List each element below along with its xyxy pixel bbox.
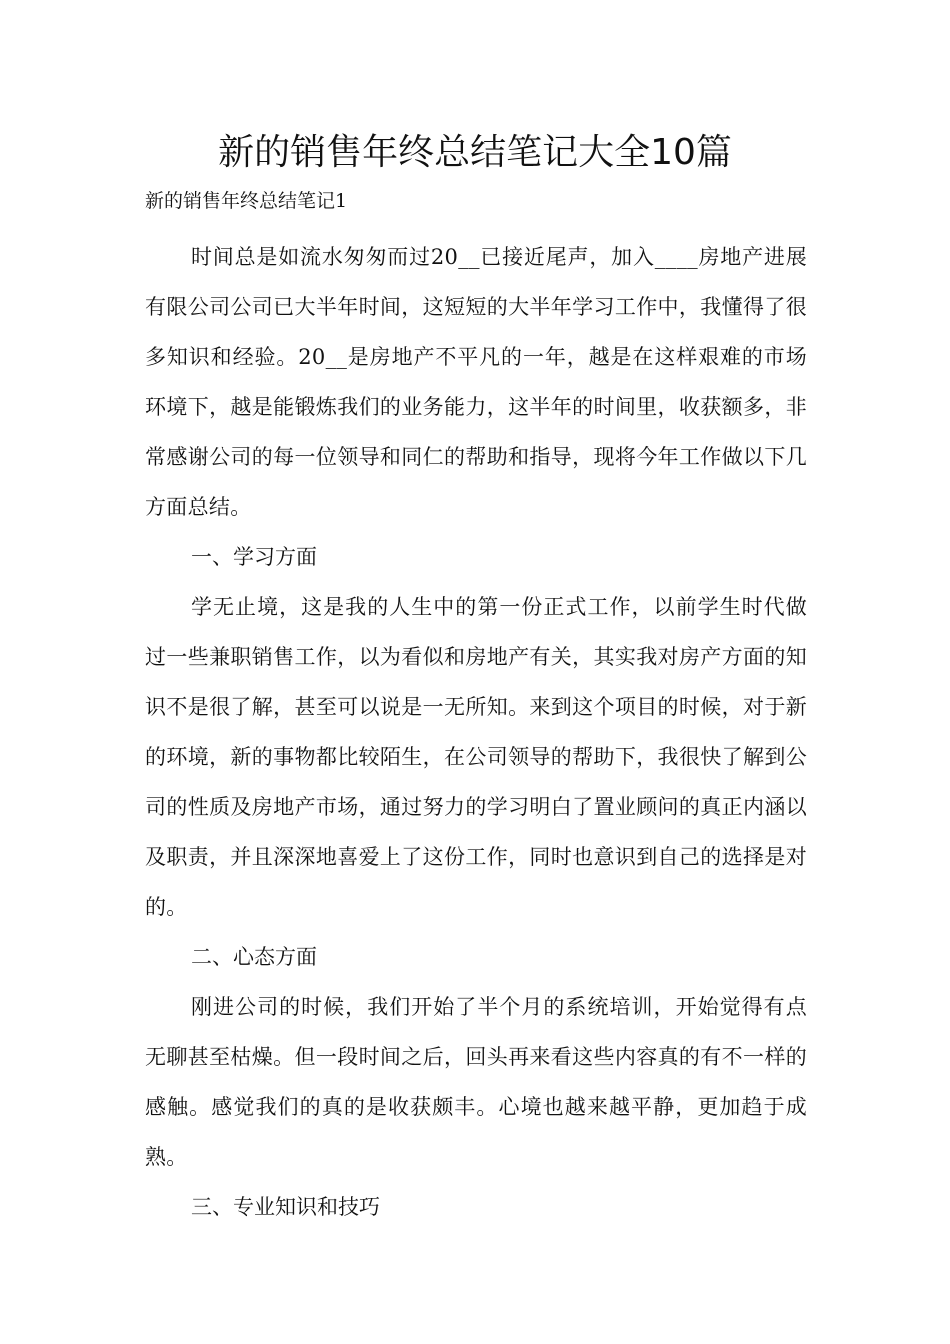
document-body (145, 232, 807, 1232)
document-title: 新的销售年终总结笔记大全10篇 (218, 132, 732, 173)
section-heading-learning: 一、学习方面 (191, 545, 317, 569)
intro-paragraph: 时间总是如流水匆匆而过20__已接近尾声，加入____房地产进展有限公司公司已大半年时间，这短短的大半年学习工作中，我懂得了很多知识和经验。20__是房地产不平凡的一年，越是在这样艰难的市场环境下，越是能锻炼我们的业务能力，这半年的时间里，收获额多，非常感谢公司的每一位领导和同仁的帮助和指导，现将今年工作做以下几方面总结。 (145, 245, 807, 519)
section-heading-skills: 三、专业知识和技巧 (191, 1195, 380, 1219)
document-subtitle: 新的销售年终总结笔记1 (145, 190, 348, 212)
mindset-paragraph: 刚进公司的时候，我们开始了半个月的系统培训，开始觉得有点无聊甚至枯燥。但一段时间之后，回头再来看这些内容真的有不一样的感触。感觉我们的真的是收获颇丰。心境也越来越平静，更加趋于成熟。 (145, 995, 807, 1169)
section-heading-mindset: 二、心态方面 (191, 945, 317, 969)
learning-paragraph: 学无止境，这是我的人生中的第一份正式工作，以前学生时代做过一些兼职销售工作，以为看似和房地产有关，其实我对房产方面的知识不是很了解，甚至可以说是一无所知。来到这个项目的时候，对于新的环境，新的事物都比较陌生，在公司领导的帮助下，我很快了解到公司的性质及房地产市场，通过努力的学习明白了置业顾问的真正内涵以及职责，并且深深地喜爱上了这份工作，同时也意识到自己的选择是对的。 (145, 595, 807, 919)
